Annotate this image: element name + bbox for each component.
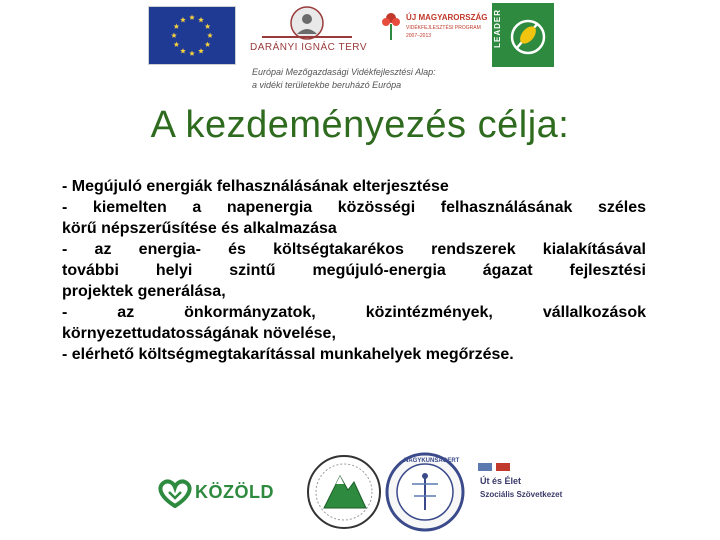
eafrd-line-1: Európai Mezőgazdasági Vidékfejlesztési Alap: xyxy=(252,67,436,77)
uj-magyarorszag-logo xyxy=(378,8,490,60)
eu-star xyxy=(171,33,177,38)
seal2-text: NAGYKUNSÁGERT xyxy=(404,458,460,464)
eu-star xyxy=(180,17,186,22)
eu-star xyxy=(198,48,204,53)
bottom-logo-strip xyxy=(0,448,720,540)
kozold-logo xyxy=(155,478,297,508)
eafrd-line-2: a vidéki területekbe beruházó Európa xyxy=(252,80,402,90)
text-line: körű népszerűsítése és alkalmazása xyxy=(62,220,337,237)
text-line: projektek generálása, xyxy=(62,283,226,300)
umvp-subtitle: VIDÉKFEJLESZTÉSI PROGRAM xyxy=(406,25,481,31)
eu-star xyxy=(205,24,211,29)
top-logo-strip xyxy=(0,0,720,100)
goal-list xyxy=(62,176,646,365)
eu-star xyxy=(174,24,180,29)
eu-star xyxy=(198,17,204,22)
eu-stars-icon xyxy=(149,7,235,64)
utes-line-1: Út és Élet xyxy=(480,476,522,486)
text-line: - Megújuló energiák felhasználásának elterjesztése xyxy=(62,178,449,195)
heart-leaf-icon xyxy=(155,478,195,508)
daranyi-ignac-terv-logo xyxy=(250,6,367,58)
mountain-seal-icon xyxy=(304,452,384,532)
text-line: - elérhető költségmegtakarítással munkahelyek megőrzése. xyxy=(62,346,514,363)
eu-star xyxy=(189,51,195,56)
eu-star xyxy=(207,33,213,38)
umvp-years: 2007–2013 xyxy=(406,33,432,39)
round-seal-logo xyxy=(304,452,384,532)
umvp-title: ÚJ MAGYARORSZÁG xyxy=(406,13,488,22)
eu-star xyxy=(205,42,211,47)
nagykunsag-seal-logo xyxy=(384,450,466,534)
leader-text: LEADER xyxy=(493,9,502,48)
portrait-icon xyxy=(250,6,364,42)
ut-es-elet-logo xyxy=(472,460,578,520)
kozold-text: KÖZÖLD xyxy=(195,482,274,502)
text-line: - kiemelten a napenergia közösségi felhasználásának széles xyxy=(62,199,646,216)
text-line: - az energia- és költségtakarékos rendszerek kialakításával xyxy=(62,241,646,258)
utes-line-2: Szociális Szövetkezet xyxy=(480,490,563,499)
eu-flag-logo xyxy=(148,6,236,65)
daranyi-logo-text: DARÁNYI IGNÁC TERV xyxy=(250,42,367,53)
text-line: környezettudatosságának növelése, xyxy=(62,325,336,342)
emblem-icon xyxy=(472,460,578,474)
slide-title: A kezdeményezés célja: xyxy=(150,104,570,146)
text-line: további helyi szintű megújuló-energia ágazat fejlesztési xyxy=(62,262,646,279)
leader-logo xyxy=(492,3,554,67)
eu-star xyxy=(174,42,180,47)
text-line: - az önkormányzatok, közintézmények, vállalkozások xyxy=(62,304,646,321)
eu-star xyxy=(180,48,186,53)
leaf-icon xyxy=(492,3,554,67)
eu-star xyxy=(189,15,195,20)
flower-icon xyxy=(378,8,408,42)
